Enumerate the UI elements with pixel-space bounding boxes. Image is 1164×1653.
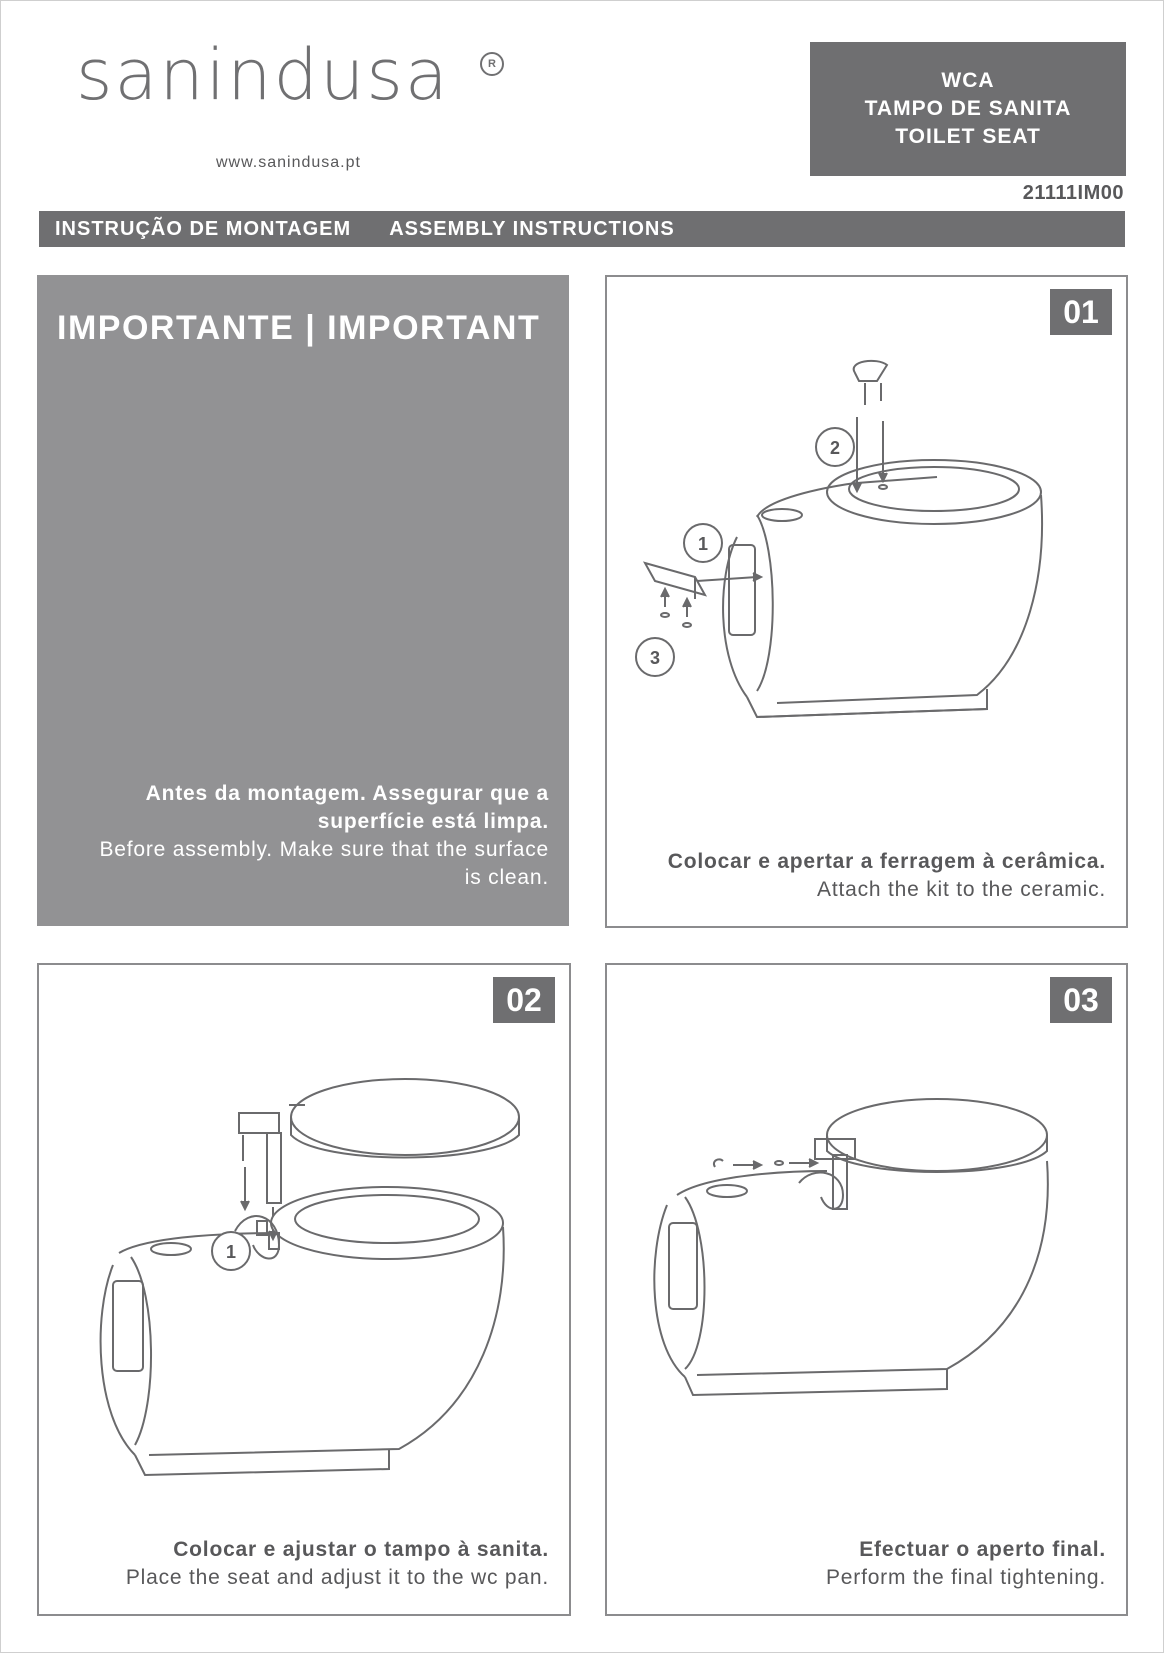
step-number: 01 [1050, 289, 1112, 335]
document-code: 21111IM00 [1022, 182, 1124, 204]
step-text [646, 848, 1106, 904]
important-panel [37, 275, 569, 926]
step-panel-03 [605, 963, 1128, 1616]
header-bar [39, 211, 1125, 247]
website-link[interactable]: www.sanindusa.pt [216, 154, 361, 171]
step-panel-01 [605, 275, 1128, 928]
step-number: 02 [493, 977, 555, 1023]
step-02-illustration [39, 965, 569, 1485]
registered-mark: R [480, 52, 504, 76]
step-text-pt: Efectuar o aperto final. [859, 1538, 1106, 1561]
step-text [646, 1536, 1106, 1592]
important-title: IMPORTANTE | IMPORTANT [57, 309, 541, 347]
header-title-pt: INSTRUÇÃO DE MONTAGEM [55, 217, 352, 240]
important-text-en: Before assembly. Make sure that the surface is clean. [99, 838, 549, 889]
product-title-box [810, 42, 1126, 176]
product-line-1: WCA [941, 69, 995, 92]
step-text-pt: Colocar e apertar a ferragem à cerâmica. [667, 850, 1106, 873]
step-text-en: Attach the kit to the ceramic. [817, 878, 1106, 901]
product-line-3: TOILET SEAT [895, 125, 1041, 148]
step-panel-02 [37, 963, 571, 1616]
step-text [89, 1536, 549, 1592]
step-number: 03 [1050, 977, 1112, 1023]
brand-logo: sanindusa [76, 34, 450, 116]
important-text-pt: Antes da montagem. Assegurar que a superfície está limpa. [145, 782, 549, 833]
callout-3: 3 [649, 648, 661, 668]
step-03-illustration [607, 965, 1126, 1465]
product-line-2: TAMPO DE SANITA [864, 97, 1072, 120]
step-01-illustration [607, 277, 1126, 777]
callout-2: 2 [829, 438, 841, 458]
step-text-pt: Colocar e ajustar o tampo à sanita. [173, 1538, 549, 1561]
important-text [79, 780, 549, 892]
step-text-en: Place the seat and adjust it to the wc pan. [125, 1566, 549, 1589]
callout-1: 1 [697, 534, 709, 554]
header-title-en: ASSEMBLY INSTRUCTIONS [389, 217, 675, 240]
callout-1: 1 [225, 1242, 237, 1262]
step-text-en: Perform the final tightening. [825, 1566, 1106, 1589]
